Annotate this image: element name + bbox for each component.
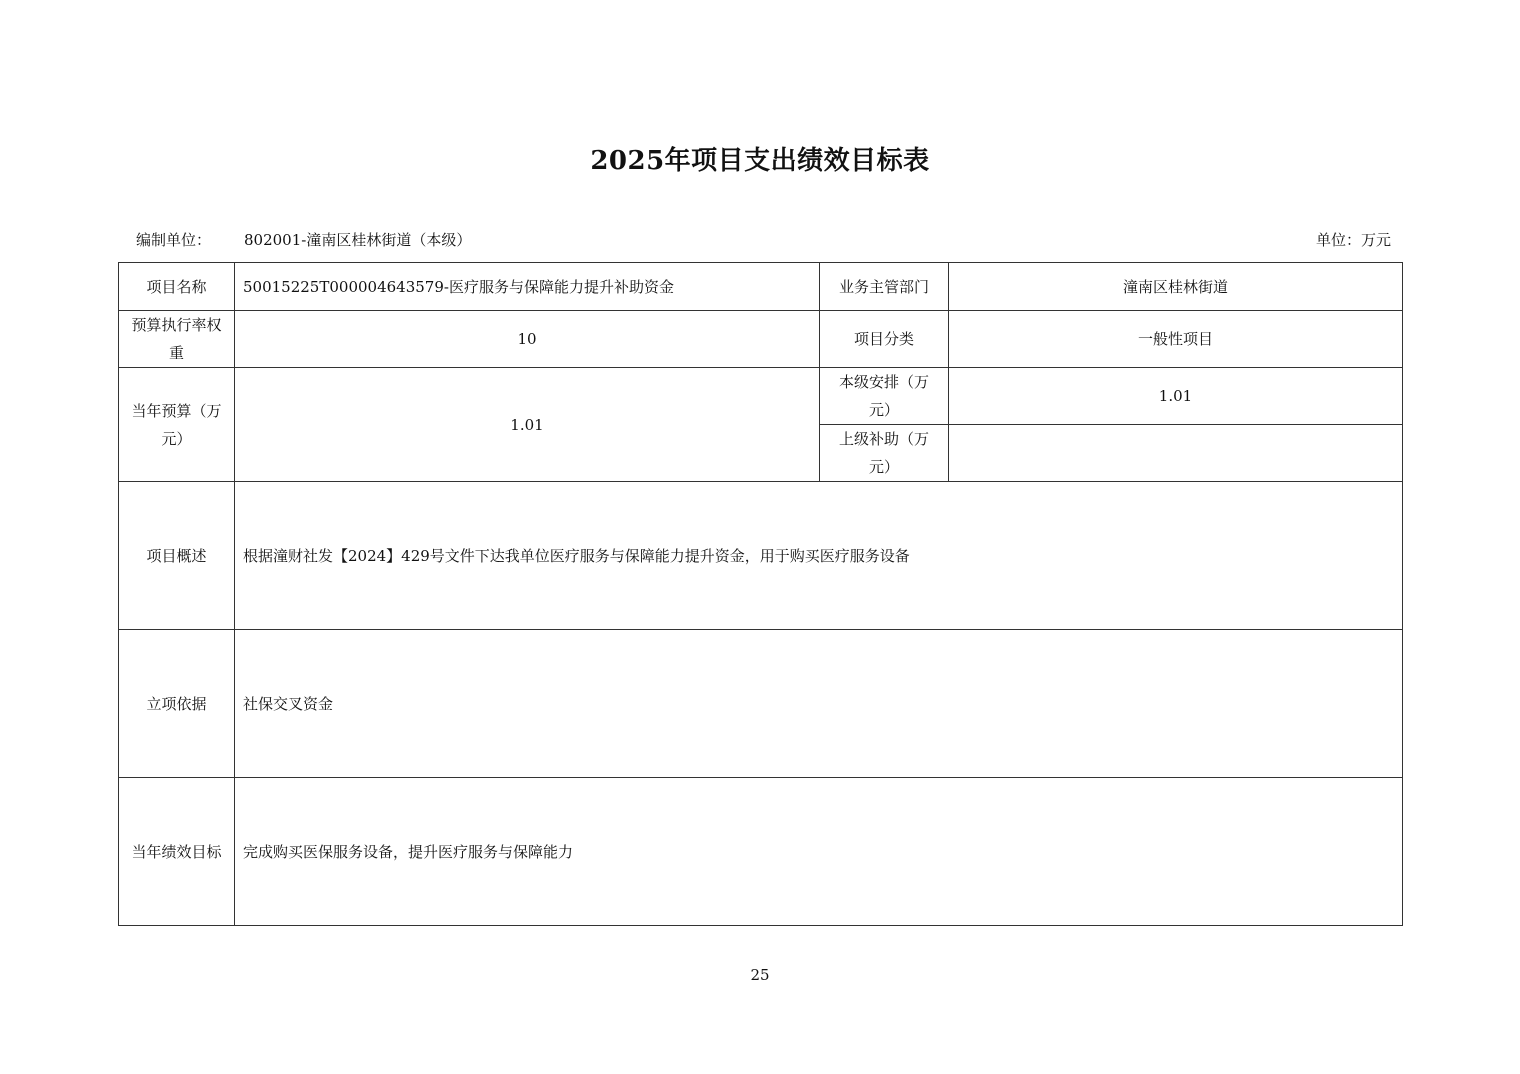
basis-value: 社保交叉资金 (235, 630, 1403, 778)
goal-label: 当年绩效目标 (119, 778, 235, 926)
basis-label: 立项依据 (119, 630, 235, 778)
exec-rate-value: 10 (235, 311, 820, 368)
performance-target-table (118, 262, 1403, 926)
overview-label: 项目概述 (119, 482, 235, 630)
dept-value: 潼南区桂林街道 (949, 263, 1403, 311)
compiling-unit-value: 802001-潼南区桂林街道（本级） (244, 231, 472, 249)
budget-label: 当年预算（万元） (119, 368, 235, 482)
upper-subsidy-label: 上级补助（万元） (820, 425, 949, 482)
compiling-unit-label: 编制单位： (136, 231, 212, 249)
category-label: 项目分类 (820, 311, 949, 368)
category-value: 一般性项目 (949, 311, 1403, 368)
table-row (119, 311, 1403, 368)
project-name-value: 50015225T000004643579-医疗服务与保障能力提升补助资金 (235, 263, 820, 311)
overview-value: 根据潼财社发【2024】429号文件下达我单位医疗服务与保障能力提升资金，用于购买医疗服务设备 (235, 482, 1403, 630)
compiling-unit (136, 229, 472, 250)
local-allocation-label: 本级安排（万元） (820, 368, 949, 425)
page-number: 25 (750, 966, 770, 984)
exec-rate-label: 预算执行率权重 (119, 311, 235, 368)
dept-label: 业务主管部门 (820, 263, 949, 311)
budget-value: 1.01 (235, 368, 820, 482)
table-row (119, 778, 1403, 926)
goal-value: 完成购买医保服务设备，提升医疗服务与保障能力 (235, 778, 1403, 926)
table-row (119, 368, 1403, 425)
table-row (119, 263, 1403, 311)
table-row (119, 482, 1403, 630)
local-allocation-value: 1.01 (949, 368, 1403, 425)
table-row (119, 630, 1403, 778)
page-title: 2025年项目支出绩效目标表 (590, 146, 930, 176)
project-name-label: 项目名称 (119, 263, 235, 311)
upper-subsidy-value (949, 425, 1403, 482)
currency-note: 单位：万元 (1315, 231, 1391, 249)
